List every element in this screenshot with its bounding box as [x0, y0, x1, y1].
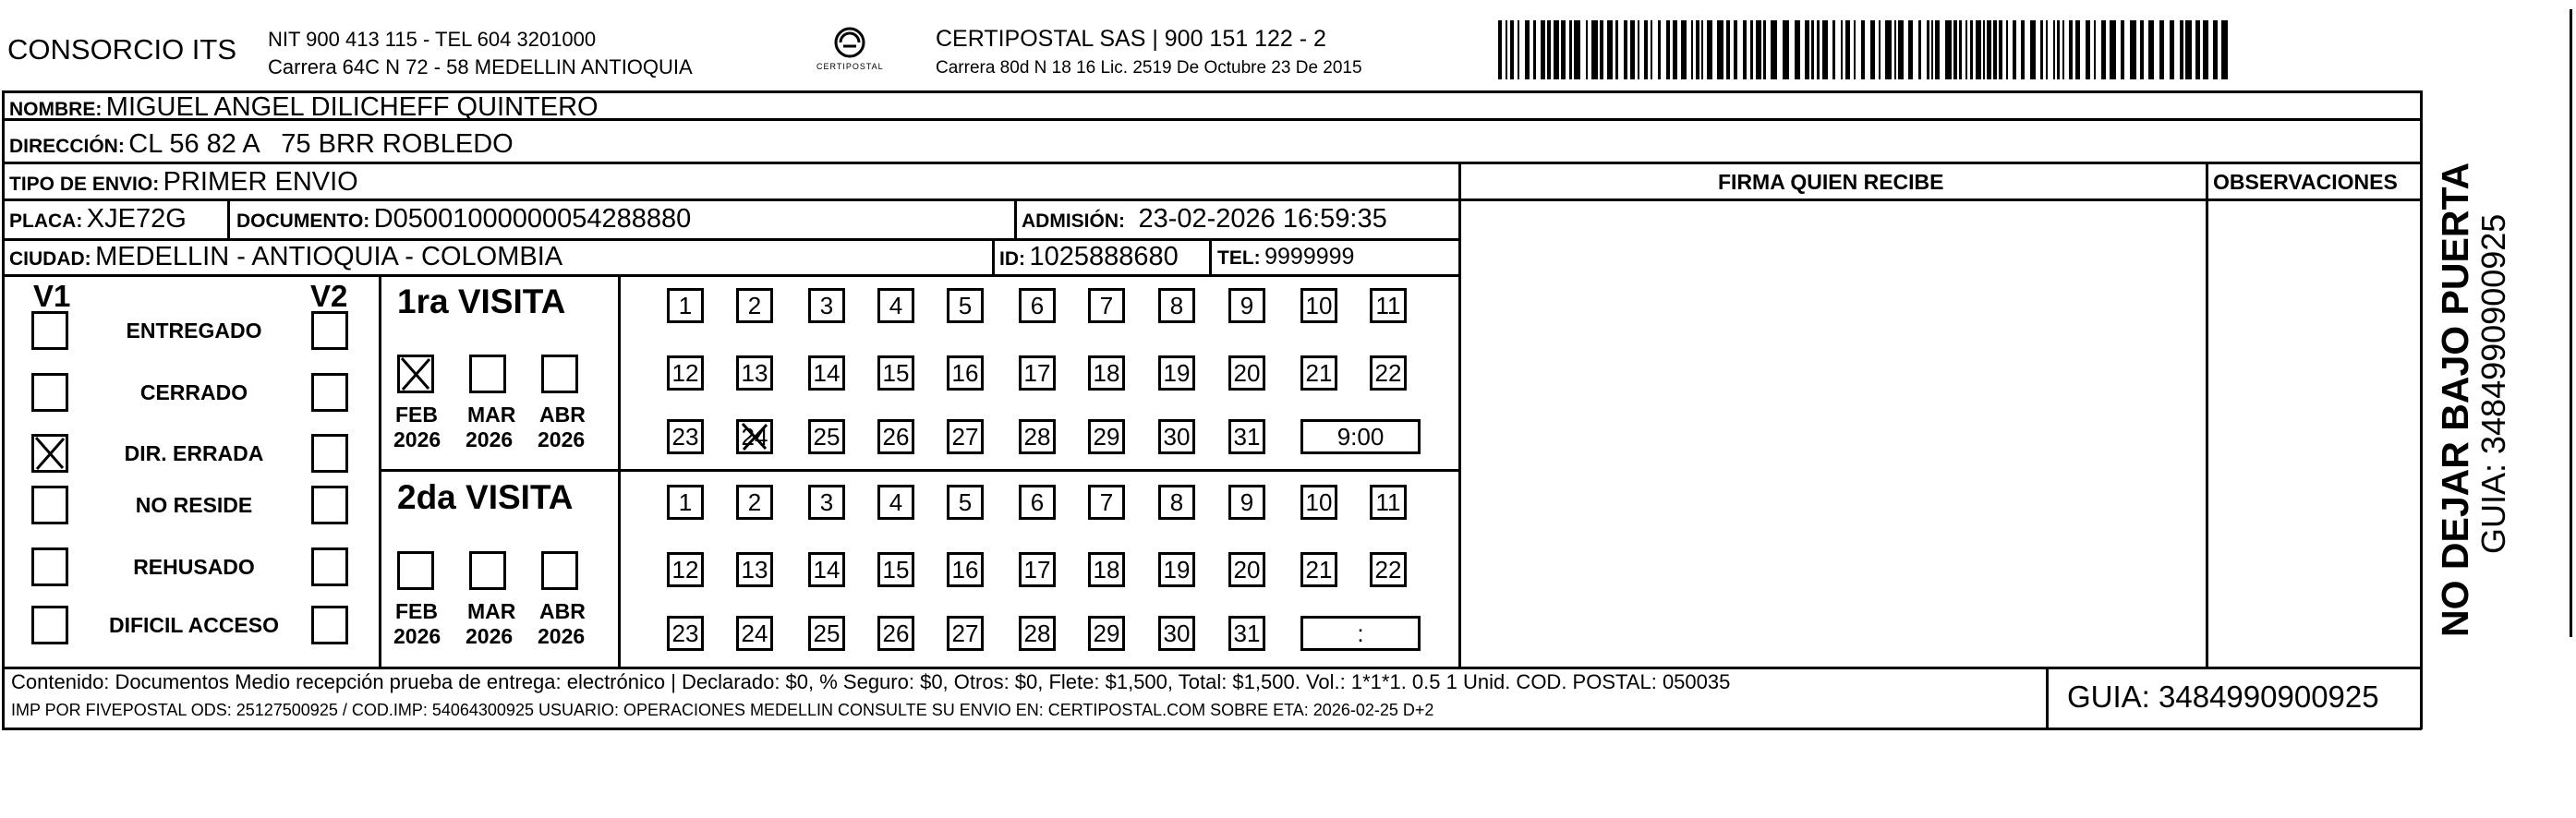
barcode-bar: [1894, 20, 1896, 79]
second-visit-month-checkbox[interactable]: [397, 551, 434, 590]
barcode-bar: [1756, 20, 1761, 79]
barcode-bar: [1743, 20, 1747, 79]
barcode-bar: [2130, 20, 2136, 79]
first-visit-day-cell[interactable]: 5: [947, 288, 984, 323]
barcode-graphic: [1496, 20, 2235, 79]
first-visit-day-cell[interactable]: 12: [667, 355, 704, 391]
second-visit-day-cell[interactable]: 21: [1300, 552, 1337, 587]
nombre-label: NOMBRE:: [9, 99, 103, 120]
second-visit-day-cell[interactable]: 15: [877, 552, 914, 587]
certipostal-logo: [813, 26, 887, 78]
first-visit-year-label: 2026: [393, 427, 441, 451]
second-visit-year-label: 2026: [538, 624, 586, 648]
barcode-bar: [1983, 20, 1985, 79]
first-visit-day-cell[interactable]: 17: [1019, 355, 1056, 391]
first-visit-day-cell[interactable]: 30: [1158, 419, 1195, 454]
side-guia: GUIA: 3484990900925: [2474, 213, 2512, 554]
barcode-bar: [2086, 20, 2090, 79]
carrier-address: Carrera 80d N 18 16 Lic. 2519 De Octubre 23 De 2015: [936, 58, 1362, 78]
second-visit-month-label: MAR: [467, 599, 516, 623]
second-visit-day-cell[interactable]: 29: [1088, 616, 1125, 651]
direccion-row: [9, 131, 514, 158]
barcode-bar: [1763, 20, 1766, 79]
first-visit-day-cell[interactable]: 4: [877, 288, 914, 323]
barcode-bar: [2180, 20, 2183, 79]
barcode-bar: [1498, 20, 1502, 79]
barcode-bar: [2057, 20, 2060, 79]
first-visit-day-cell[interactable]: 16: [947, 355, 984, 391]
v1-header: V1: [33, 279, 71, 313]
first-visit-day-cell[interactable]: 2: [736, 288, 773, 323]
second-visit-day-cell[interactable]: 1: [667, 485, 704, 520]
footer-guia: GUIA: 3484990900925: [2067, 680, 2379, 714]
second-visit-day-cell[interactable]: 6: [1019, 485, 1056, 520]
barcode-bar: [2140, 20, 2144, 79]
v1-checkbox[interactable]: [31, 486, 68, 524]
first-visit-day-cell[interactable]: 29: [1088, 419, 1125, 454]
barcode-bar: [1879, 20, 1881, 79]
first-visit-day-cell[interactable]: 13: [736, 355, 773, 391]
barcode-bar: [1931, 20, 1933, 79]
barcode-bar: [2170, 20, 2174, 79]
v1-checkbox[interactable]: [31, 373, 68, 412]
barcode-bar: [2213, 20, 2218, 79]
placa-row: [9, 206, 187, 233]
nombre-row: [9, 94, 599, 121]
direccion-value: CL 56 82 A 75 BRR ROBLEDO: [128, 129, 514, 159]
barcode-bar: [1898, 20, 1904, 79]
logo-text: CERTIPOSTAL: [816, 62, 884, 71]
v2-checkbox[interactable]: [311, 434, 348, 473]
v2-checkbox[interactable]: [311, 373, 348, 412]
second-visit-month-checkbox[interactable]: [469, 551, 506, 590]
barcode-bar: [1927, 20, 1929, 79]
barcode-bar: [1673, 20, 1677, 79]
barcode-bar: [2046, 20, 2048, 79]
first-visit-day-cell[interactable]: 8: [1158, 288, 1195, 323]
barcode-bar: [1574, 20, 1580, 79]
first-visit-day-cell[interactable]: 25: [808, 419, 845, 454]
status-option-label: CERRADO: [139, 380, 248, 404]
barcode-bar: [1822, 20, 1828, 79]
second-visit-day-cell[interactable]: 8: [1158, 485, 1195, 520]
second-visit-day-cell[interactable]: 4: [877, 485, 914, 520]
direccion-label: DIRECCIÓN:: [9, 136, 125, 157]
second-visit-day-cell[interactable]: 17: [1019, 552, 1056, 587]
second-visit-title: 2da VISITA: [397, 478, 574, 516]
first-visit-day-cell[interactable]: 18: [1088, 355, 1125, 391]
nombre-value: MIGUEL ANGEL DILICHEFF QUINTERO: [105, 92, 599, 122]
v1-checkbox[interactable]: [31, 547, 68, 586]
second-visit-day-cell[interactable]: 11: [1370, 485, 1407, 520]
second-visit-day-cell[interactable]: 7: [1088, 485, 1125, 520]
barcode-bar: [1805, 20, 1809, 79]
barcode-bar: [2006, 20, 2008, 79]
first-visit-year-label: 2026: [538, 427, 586, 451]
barcode-bar: [1696, 20, 1699, 79]
barcode-bar: [1908, 20, 1913, 79]
second-visit-day-cell[interactable]: 30: [1158, 616, 1195, 651]
second-visit-day-cell[interactable]: 31: [1228, 616, 1265, 651]
barcode-bar: [1615, 20, 1618, 79]
placa-value: XJE72G: [86, 204, 187, 234]
second-visit-day-cell[interactable]: 3: [808, 485, 845, 520]
v2-checkbox[interactable]: [311, 606, 348, 644]
second-visit-day-cell[interactable]: 16: [947, 552, 984, 587]
ciudad-label: CIUDAD:: [9, 248, 91, 270]
barcode-bar: [1600, 20, 1603, 79]
barcode-bar: [1945, 20, 1952, 79]
first-visit-year-label: 2026: [466, 427, 514, 451]
barcode-bar: [2040, 20, 2043, 79]
second-visit-year-label: 2026: [393, 624, 441, 648]
ciudad-row: [9, 244, 562, 271]
barcode-bar: [2121, 20, 2124, 79]
barcode-bar: [1658, 20, 1661, 79]
barcode-bar: [1795, 20, 1800, 79]
tipo-label: TIPO DE ENVIO:: [9, 174, 160, 195]
ciudad-value: MEDELLIN - ANTIOQUIA - COLOMBIA: [95, 242, 563, 271]
company-nit-tel: NIT 900 413 115 - TEL 604 3201000: [268, 28, 597, 51]
barcode-bar: [2062, 20, 2064, 79]
barcode-bar: [2185, 20, 2192, 79]
barcode-bar: [2030, 20, 2036, 79]
second-visit-day-cell[interactable]: 25: [808, 616, 845, 651]
barcode-bar: [1734, 20, 1737, 79]
barcode-bar: [1999, 20, 2002, 79]
barcode-bar: [1976, 20, 1981, 79]
tipo-row: [9, 169, 358, 196]
second-visit-day-cell[interactable]: 27: [947, 616, 984, 651]
admision-label: ADMISIÓN:: [1022, 211, 1125, 232]
barcode-bar: [1569, 20, 1572, 79]
barcode-bar: [1861, 20, 1865, 79]
barcode-bar: [1644, 20, 1648, 79]
footer-imp: IMP POR FIVEPOSTAL ODS: 25127500925 / COD.IMP: 54064300925 USUARIO: OPERACIONES MEDELLIN CONSULTE SU ENVIO EN: CERTIPOSTAL.COM SOBRE ETA: 2026-02-25 D+2: [11, 701, 1434, 719]
second-visit-time-field[interactable]: :: [1300, 616, 1421, 651]
barcode-bar: [2094, 20, 2096, 79]
barcode-bar: [2110, 20, 2116, 79]
barcode-bar: [1817, 20, 1820, 79]
first-visit-day-cell[interactable]: 22: [1370, 355, 1407, 391]
tel-label: TEL:: [1217, 247, 1261, 269]
barcode-bar: [2221, 20, 2228, 79]
company-name: CONSORCIO ITS: [7, 33, 237, 66]
barcode-bar: [1970, 20, 1973, 79]
first-visit-month-check-mark: [399, 356, 432, 391]
barcode-bar: [2021, 20, 2025, 79]
first-visit-day-cell[interactable]: 15: [877, 355, 914, 391]
first-visit-day-cell[interactable]: 10: [1300, 288, 1337, 323]
second-visit-day-cell[interactable]: 24: [736, 616, 773, 651]
first-visit-day-cell[interactable]: 27: [947, 419, 984, 454]
barcode-bar: [1771, 20, 1777, 79]
barcode-bar: [2013, 20, 2016, 79]
second-visit-day-cell[interactable]: 10: [1300, 485, 1337, 520]
second-visit-day-cell[interactable]: 14: [808, 552, 845, 587]
id-value: 1025888680: [1029, 242, 1179, 271]
second-visit-day-cell[interactable]: 20: [1228, 552, 1265, 587]
barcode-bar: [1525, 20, 1530, 79]
barcode-bar: [2053, 20, 2055, 79]
firma-header: FIRMA QUIEN RECIBE: [1718, 170, 1944, 194]
admision-row: [1022, 206, 1387, 233]
second-visit-month-label: ABR: [539, 599, 586, 623]
barcode-bar: [1707, 20, 1712, 79]
barcode-bar: [1965, 20, 1967, 79]
first-visit-day-cell[interactable]: 21: [1300, 355, 1337, 391]
side-warning: NO DEJAR BAJO PUERTA: [2434, 162, 2476, 637]
second-visit-month-label: FEB: [395, 599, 438, 623]
barcode-bar: [1533, 20, 1536, 79]
first-visit-month-label: ABR: [539, 403, 586, 427]
admision-value: 23-02-2026 16:59:35: [1138, 204, 1387, 234]
barcode-bar: [1518, 20, 1519, 79]
barcode-bar: [1561, 20, 1566, 79]
barcode-bar: [1681, 20, 1687, 79]
first-visit-day-cell[interactable]: 6: [1019, 288, 1056, 323]
barcode-bar: [1624, 20, 1627, 79]
second-visit-month-checkbox[interactable]: [541, 551, 578, 590]
barcode-bar: [1870, 20, 1875, 79]
v2-checkbox[interactable]: [311, 547, 348, 586]
barcode-bar: [1726, 20, 1730, 79]
barcode-bar: [1554, 20, 1559, 79]
status-option-label: DIR. ERRADA: [124, 441, 264, 465]
barcode-bar: [1987, 20, 1991, 79]
id-row: [999, 244, 1179, 271]
barcode-bar: [1918, 20, 1921, 79]
barcode-bar: [1630, 20, 1635, 79]
first-visit-day-cell[interactable]: 11: [1370, 288, 1407, 323]
barcode-bar: [1666, 20, 1670, 79]
barcode-bar: [1691, 20, 1693, 79]
barcode-bar: [1993, 20, 1997, 79]
barcode-bar: [1510, 20, 1514, 79]
first-visit-day-cell[interactable]: 19: [1158, 355, 1195, 391]
barcode-bar: [2069, 20, 2073, 79]
right-edge-line: [2570, 9, 2572, 637]
placa-label: PLACA:: [9, 211, 83, 232]
documento-value: D05001000000054288880: [373, 204, 692, 234]
first-visit-day-cell[interactable]: 31: [1228, 419, 1265, 454]
documento-label: DOCUMENTO:: [236, 211, 370, 232]
barcode-bar: [1506, 20, 1507, 79]
second-visit-day-cell[interactable]: 18: [1088, 552, 1125, 587]
barcode: [1496, 20, 2235, 79]
first-visit-title: 1ra VISITA: [397, 283, 566, 320]
company-address: Carrera 64C N 72 - 58 MEDELLIN ANTIOQUIA: [268, 55, 693, 78]
documento-row: [236, 206, 691, 233]
barcode-bar: [2203, 20, 2208, 79]
barcode-bar: [1750, 20, 1753, 79]
barcode-bar: [1591, 20, 1598, 79]
first-visit-day-cell[interactable]: 3: [808, 288, 845, 323]
status-option-label: NO RESIDE: [135, 493, 253, 517]
first-visit-month-label: FEB: [395, 403, 438, 427]
first-visit-month-checkbox[interactable]: [469, 355, 506, 393]
status-option-label: REHUSADO: [133, 555, 255, 579]
barcode-bar: [2159, 20, 2164, 79]
first-visit-day-cell[interactable]: 20: [1228, 355, 1265, 391]
second-visit-day-cell[interactable]: 12: [667, 552, 704, 587]
second-visit-day-cell[interactable]: 9: [1228, 485, 1265, 520]
barcode-bar: [1638, 20, 1639, 79]
status-option-label: DIFICIL ACCESO: [108, 613, 279, 637]
barcode-bar: [1701, 20, 1703, 79]
v1-check-mark: [33, 436, 67, 471]
tipo-value: PRIMER ENVIO: [163, 167, 358, 197]
v2-checkbox[interactable]: [311, 311, 348, 350]
barcode-bar: [2195, 20, 2200, 79]
first-visit-day-cell[interactable]: 26: [877, 419, 914, 454]
barcode-bar: [1607, 20, 1613, 79]
second-visit-year-label: 2026: [466, 624, 514, 648]
second-visit-day-cell[interactable]: 26: [877, 616, 914, 651]
barcode-bar: [2148, 20, 2154, 79]
barcode-bar: [1953, 20, 1957, 79]
second-visit-day-cell[interactable]: 22: [1370, 552, 1407, 587]
observaciones-header: OBSERVACIONES: [2213, 170, 2398, 194]
first-visit-day-cell[interactable]: 9: [1228, 288, 1265, 323]
barcode-bar: [1841, 20, 1843, 79]
barcode-bar: [1845, 20, 1850, 79]
first-visit-day-cell[interactable]: 23: [667, 419, 704, 454]
first-visit-month-label: MAR: [467, 403, 516, 427]
barcode-bar: [1811, 20, 1814, 79]
first-visit-day-cell[interactable]: 1: [667, 288, 704, 323]
first-visit-day-cell[interactable]: 14: [808, 355, 845, 391]
barcode-bar: [1854, 20, 1856, 79]
v2-header: V2: [310, 279, 348, 313]
barcode-bar: [2075, 20, 2080, 79]
carrier-name: CERTIPOSTAL SAS | 900 151 122 - 2: [936, 26, 1326, 52]
barcode-bar: [1935, 20, 1940, 79]
v1-checkbox[interactable]: [31, 606, 68, 644]
second-visit-day-cell[interactable]: 23: [667, 616, 704, 651]
second-visit-day-cell[interactable]: 28: [1019, 616, 1056, 651]
barcode-bar: [1651, 20, 1652, 79]
barcode-bar: [1885, 20, 1892, 79]
first-visit-day-cell[interactable]: 28: [1019, 419, 1056, 454]
barcode-bar: [1586, 20, 1588, 79]
barcode-bar: [1541, 20, 1545, 79]
second-visit-day-cell[interactable]: 19: [1158, 552, 1195, 587]
first-visit-day-cell[interactable]: 7: [1088, 288, 1125, 323]
v1-checkbox[interactable]: [31, 311, 68, 350]
tel-value: 9999999: [1264, 244, 1355, 270]
footer-contenido: Contenido: Documentos Medio recepción prueba de entrega: electrónico | Declarado: $0, % Seguro: $0, Otros: $0, Flete: $1,500, Total: $1,500. Vol.: 1*1*1. 0.5 1 Unid. COD. POSTAL: 050035: [11, 670, 1731, 693]
first-visit-time-field[interactable]: 9:00: [1300, 419, 1421, 454]
first-visit-day-cell[interactable]: 24: [736, 419, 773, 454]
first-visit-month-checkbox[interactable]: [541, 355, 578, 393]
second-visit-day-cell[interactable]: 2: [736, 485, 773, 520]
tel-row: [1217, 246, 1354, 269]
id-label: ID:: [999, 248, 1025, 270]
v2-checkbox[interactable]: [311, 486, 348, 524]
barcode-bar: [1832, 20, 1835, 79]
first-visit-day-check-mark: [740, 422, 769, 451]
second-visit-day-cell[interactable]: 13: [736, 552, 773, 587]
second-visit-day-cell[interactable]: 5: [947, 485, 984, 520]
status-option-label: ENTREGADO: [126, 319, 262, 343]
barcode-bar: [1717, 20, 1723, 79]
barcode-bar: [2101, 20, 2106, 79]
barcode-bar: [1783, 20, 1789, 79]
barcode-bar: [1547, 20, 1551, 79]
barcode-bar: [1959, 20, 1962, 79]
